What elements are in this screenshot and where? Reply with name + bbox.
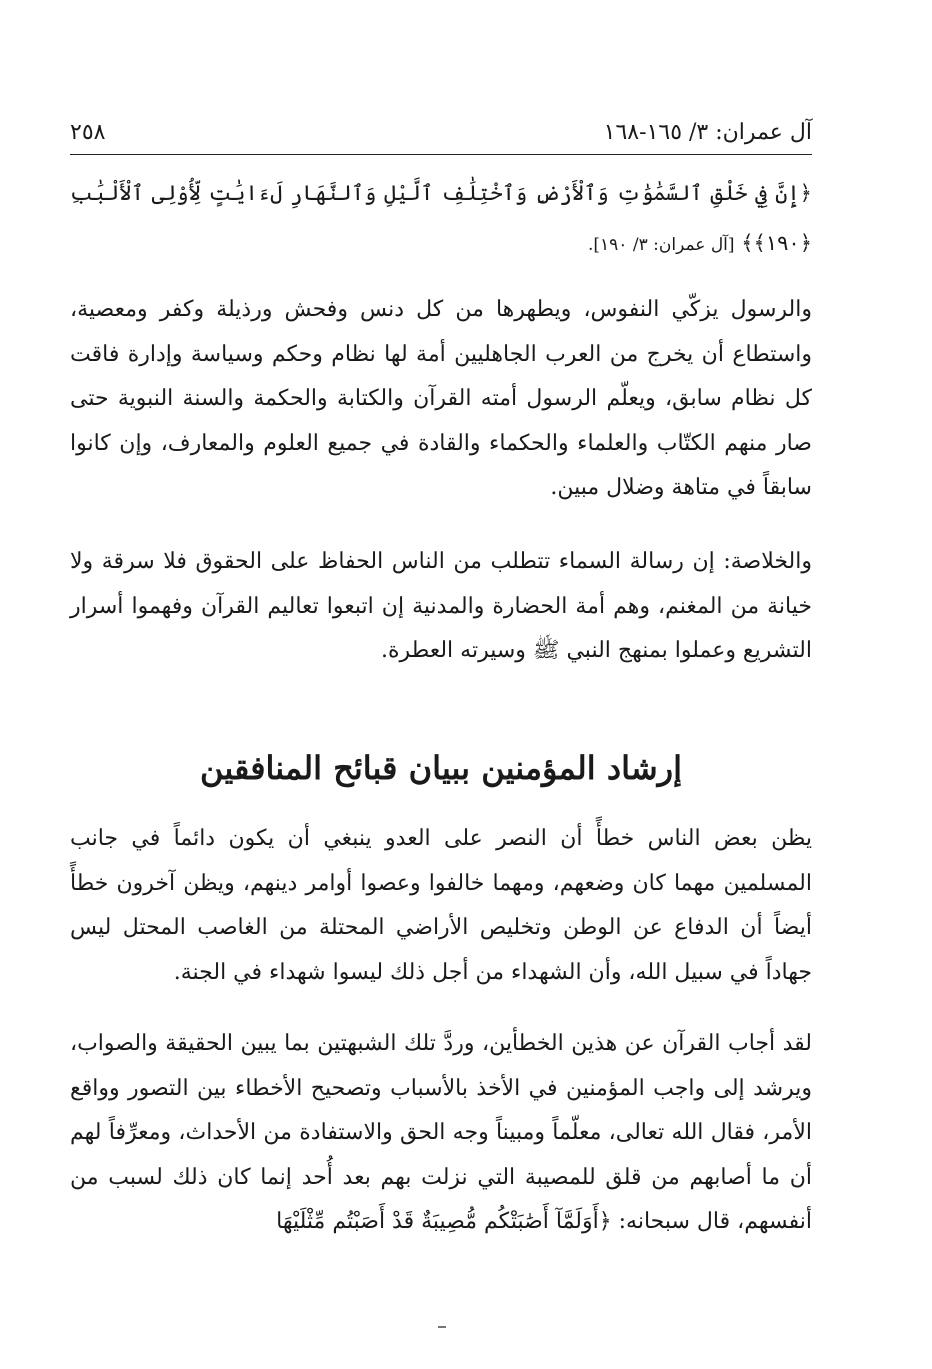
- paragraph-text: والخلاصة: إن رسالة السماء تتطلب من الناس الحفاظ على الحقوق فلا سرقة ولا خيانة من المغنم، وهم أمة الحضارة والمدنية إن اتبعوا تعاليم القرآن وفهموا أسرار التشريع وعملوا بمنهج النبي ﷺ وسيرته العطرة.: [70, 549, 812, 663]
- paragraph-text: لقد أجاب القرآن عن هذين الخطأين، وردَّ تلك الشبهتين بما يبين الحقيقة والصواب، ويرشد إلى واجب المؤمنين في الأخذ بالأسباب وتصحيح الأخطاء بين التصور وواقع الأمر، فقال الله تعالى، معلّماً ومبيناً وجه الحق والاستفادة من الأحداث، ومعرِّفاً لهم أن ما أصابهم من قلق للمصيبة التي نزلت بهم بعد أُحد إنما كان ذلك لسبب من أنفسهم، قال سبحانه: ﴿أَوَلَمَّآ أَصَٰبَتْكُم مُّصِيبَةٌ قَدْ أَصَبْتُم مِّثْلَيْهَا: [70, 1031, 812, 1234]
- page-header: [70, 116, 812, 150]
- verse-reference: [آل عمران: ٣/ ١٩٠].: [588, 235, 735, 255]
- quran-quote: [70, 168, 812, 270]
- paragraph-summary: [70, 540, 812, 674]
- running-title: آل عمران: ٣/ ١٦٥-١٦٨: [603, 120, 812, 145]
- paragraph-text: والرسول يزكّي النفوس، ويطهرها من كل دنس وفحش ورذيلة وكفر ومعصية، واستطاع أن يخرج من العرب الجاهليين أمة لها نظام وحكم وسياسة وإدارة فاقت كل نظام سابق، ويعلّم الرسول أمته القرآن والكتابة والحكمة والسنة النبوية حتى صار منهم الكتّاب والعلماء والحكماء والقادة في جميع العلوم والمعارف، وإن كانوا سابقاً في متاهة وضلال مبين.: [70, 297, 812, 500]
- page-mark: [438, 1326, 446, 1328]
- paragraph-messenger: [70, 288, 812, 511]
- header-rule: [70, 154, 812, 155]
- page-number: ٢٥٨: [70, 120, 106, 145]
- section-heading: إرشاد المؤمنين ببيان قبائح المنافقين: [200, 749, 682, 787]
- paragraph-quran-answer: [70, 1022, 812, 1245]
- paragraph-text: يظن بعض الناس خطأً أن النصر على العدو ينبغي أن يكون دائماً في جانب المسلمين مهما كان وضعهم، ومهما خالفوا وعصوا أوامر دينهم، ويظن آخرون خطأً أيضاً أن الدفاع عن الوطن وتخليص الأراضي المحتلة من الغاصب المحتل ليس جهاداً في سبيل الله، وأن الشهداء من أجل ذلك ليسوا شهداء في الجنة.: [70, 826, 812, 985]
- quran-verse: ﴿إِنَّ فِي خَلْقِ ٱلسَّمَٰوَٰتِ وَٱلْأَرْضِ وَٱخْتِلَٰفِ ٱلَّيْلِ وَٱلنَّهَارِ لَءَايَٰتٍ لِّأُوْلِى ٱلْأَلْبَٰبِ ﴿١٩٠﴾﴾: [70, 181, 812, 255]
- paragraph-misconceptions: [70, 817, 812, 995]
